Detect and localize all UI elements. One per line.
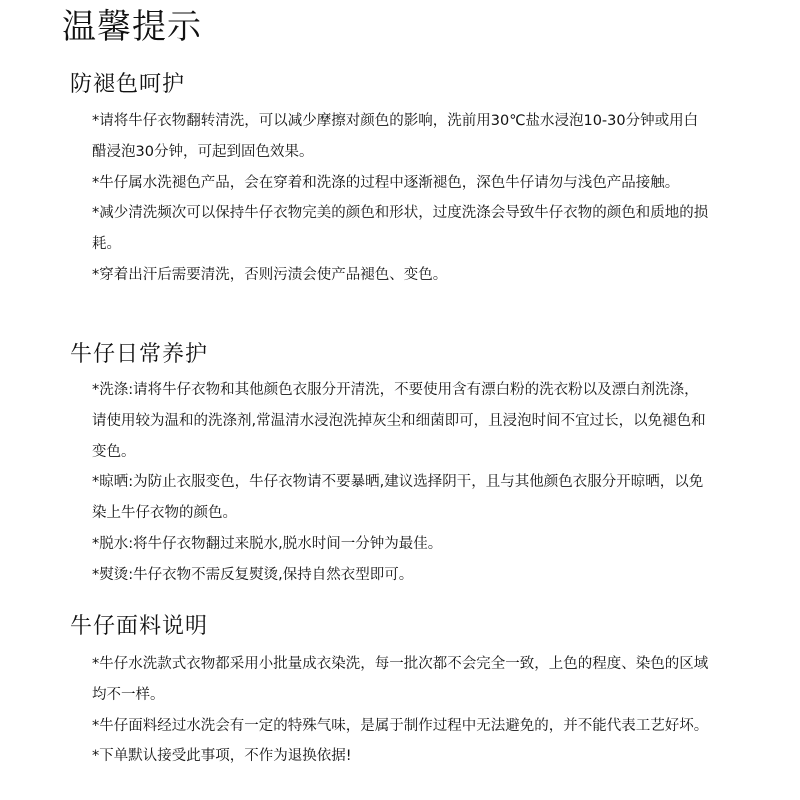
list-item: *穿着出汗后需要清洗，否则污渍会使产品褪色、变色。 xyxy=(92,266,448,283)
list-item: *下单默认接受此事项，不作为退换依据! xyxy=(92,748,352,765)
section-body-daily-care xyxy=(92,375,712,591)
list-item: *牛仔属水洗褪色产品，会在穿着和洗涤的过程中逐渐褪色，深色牛仔请勿与浅色产品接触。 xyxy=(92,174,680,191)
list-item: *减少清洗频次可以保持牛仔衣物完美的颜色和形状，过度洗涤会导致牛仔衣物的颜色和质地的损耗。 xyxy=(92,205,709,253)
section-title-fabric-notes: 牛仔面料说明 xyxy=(70,614,209,639)
section-body-fade-care xyxy=(92,106,712,291)
section-body-fabric-notes xyxy=(92,649,712,772)
section-title-daily-care: 牛仔日常养护 xyxy=(70,342,209,367)
list-item: *脱水:将牛仔衣物翻过来脱水,脱水时间一分钟为最佳。 xyxy=(92,535,443,552)
list-item: *熨烫:牛仔衣物不需反复熨烫,保持自然衣型即可。 xyxy=(92,566,414,583)
list-item: *牛仔面料经过水洗会有一定的特殊气味，是属于制作过程中无法避免的，并不能代表工艺好坏。 xyxy=(92,717,709,734)
list-item: *晾晒:为防止衣服变色，牛仔衣物请不要暴晒,建议选择阴干，且与其他颜色衣服分开晾晒，以免染上牛仔衣物的颜色。 xyxy=(92,474,704,522)
page-title: 温馨提示 xyxy=(62,7,202,47)
list-item: *牛仔水洗款式衣物都采用小批量成衣染洗，每一批次都不会完全一致，上色的程度、染色的区域均不一样。 xyxy=(92,656,709,703)
list-item: *请将牛仔衣物翻转清洗，可以减少摩擦对颜色的影响，洗前用30℃盐水浸泡10-30分钟或用白醋浸泡30分钟，可起到固色效果。 xyxy=(92,113,699,160)
section-title-fade-care: 防褪色呵护 xyxy=(70,72,186,97)
list-item: *洗涤:请将牛仔衣物和其他颜色衣服分开清洗，不要使用含有漂白粉的洗衣粉以及漂白剂洗涤，请使用较为温和的洗涤剂,常温清水浸泡洗掉灰尘和细菌即可，且浸泡时间不宜过长，以免褪色和变色。 xyxy=(92,382,706,460)
